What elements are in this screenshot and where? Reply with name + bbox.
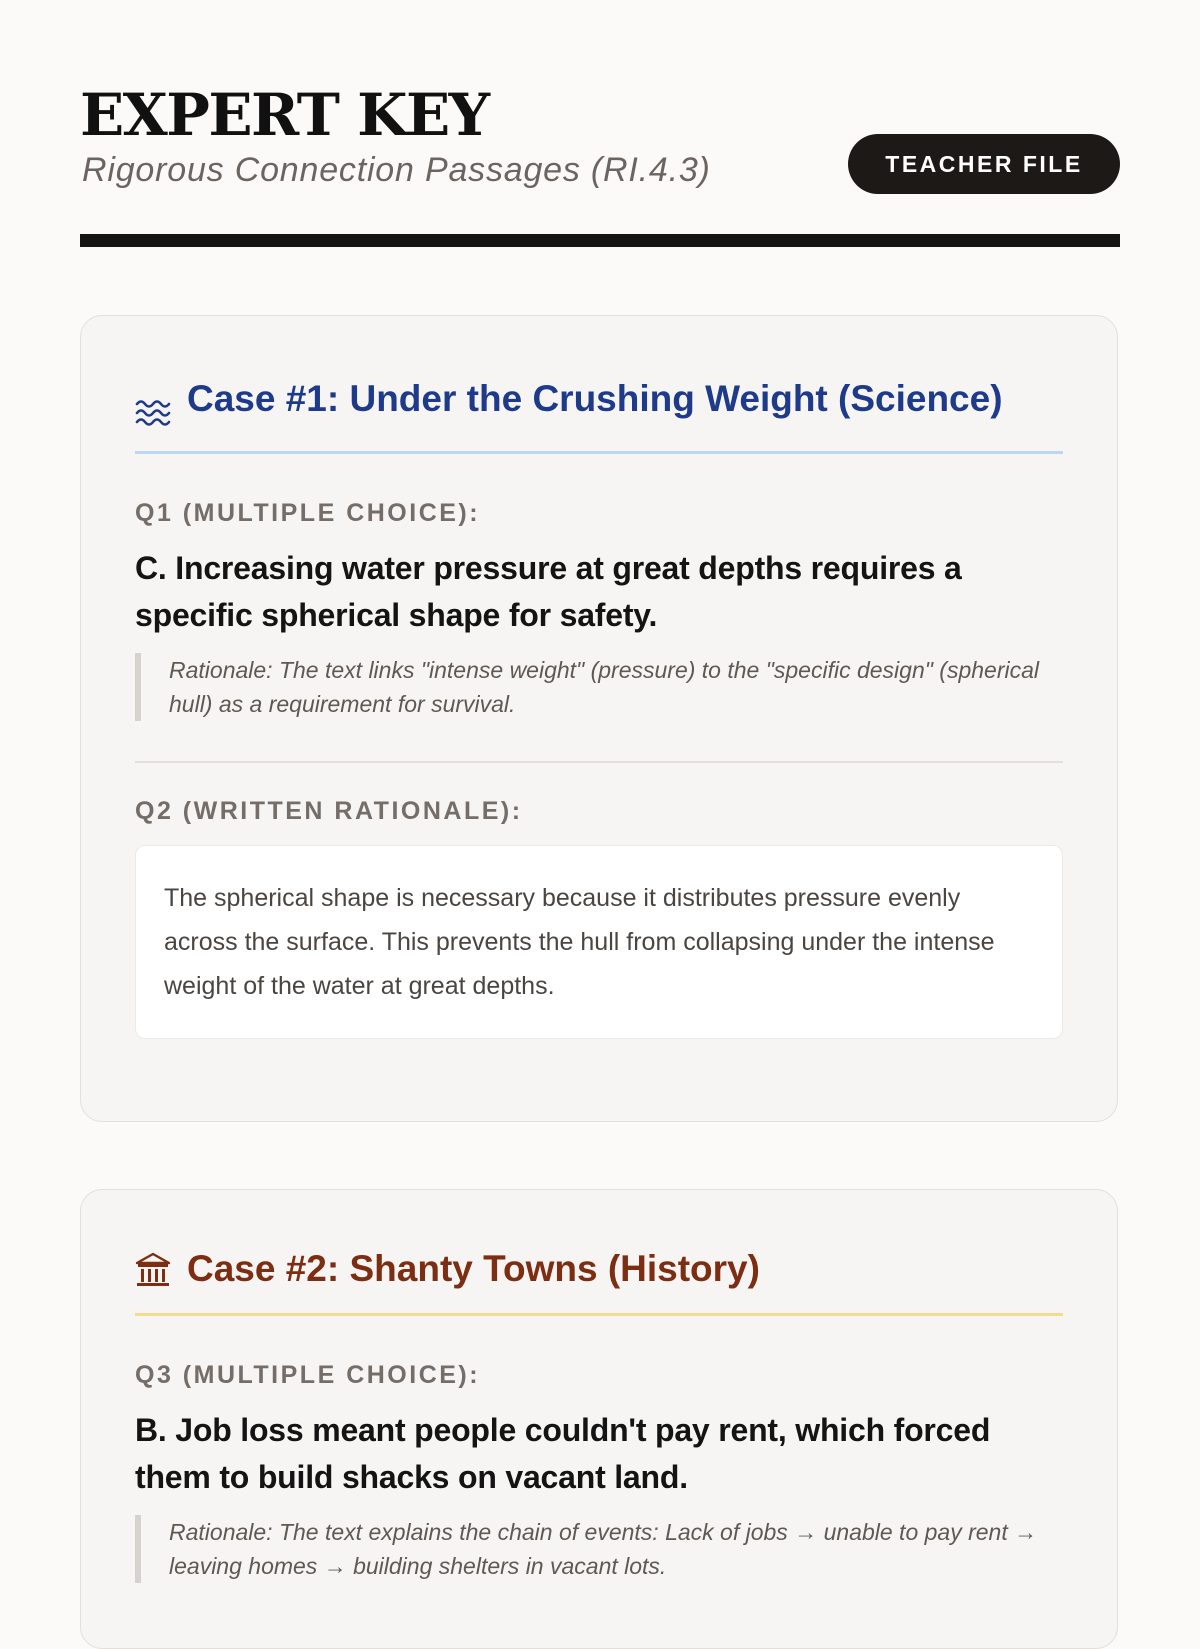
q1-rationale: Rationale: The text links "intense weight" (pressure) to the "specific design" (spherical hull) as a requirement for survival. (135, 653, 1063, 721)
q3-answer: B. Job loss meant people couldn't pay rent, which forced them to build shacks on vacant land. (135, 1412, 991, 1495)
case-2-title: Case #2: Shanty Towns (History) (187, 1248, 760, 1289)
question-divider (135, 761, 1063, 763)
page-title: EXPERT KEY (80, 81, 489, 149)
museum-icon (135, 1242, 187, 1295)
case-1-header (135, 372, 1063, 454)
teacher-file-badge: TEACHER FILE (848, 134, 1120, 194)
case-1-title: Case #1: Under the Crushing Weight (Science) (187, 378, 1003, 419)
q2-label: Q2 (WRITTEN RATIONALE): (135, 797, 523, 825)
case-card-2 (80, 1189, 1118, 1649)
q3-label: Q3 (MULTIPLE CHOICE): (135, 1361, 481, 1389)
q3-rationale: Rationale: The text explains the chain of events: Lack of jobs → unable to pay rent → leaving homes → building shelters in vacant lots. (135, 1515, 1063, 1583)
waves-icon (135, 372, 187, 433)
header-rule (80, 234, 1120, 247)
answer-key-page (80, 0, 1120, 1579)
q1-label: Q1 (MULTIPLE CHOICE): (135, 499, 481, 527)
case-2-header (135, 1242, 1063, 1316)
q2-written-response: The spherical shape is necessary because it distributes pressure evenly across the surface. This prevents the hull from collapsing under the intense weight of the water at great depths. (135, 845, 1063, 1039)
q1-answer: C. Increasing water pressure at great depths requires a specific spherical shape for safety. (135, 550, 962, 633)
page-subtitle: Rigorous Connection Passages (RI.4.3) (82, 151, 711, 189)
page-header (80, 0, 1120, 245)
case-card-1 (80, 315, 1118, 1122)
